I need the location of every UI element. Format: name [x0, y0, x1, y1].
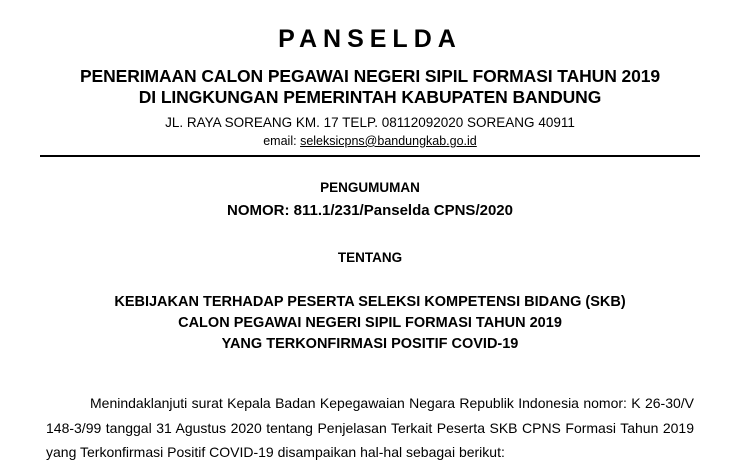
letterhead-address: JL. RAYA SOREANG KM. 17 TELP. 08112092020 SOREANG 40911: [165, 115, 575, 131]
paragraph-1-text: Menindaklanjuti surat Kepala Badan Kepegawaian Negara Republik Indonesia nomor: K 26-30/V 148-3/99 tanggal 31 Agustus 2020 tentang Penjelasan Terkait Peserta SKB CPNS Formasi Tahun 2019 yang Terkonfirmasi Positif COVID-19 disampaikan hal-hal sebagai berikut:: [46, 395, 694, 461]
about-label: TENTANG: [337, 249, 403, 265]
email-address-link[interactable]: seleksicpns@bandungkab.go.id: [300, 133, 477, 148]
subject-line-3: YANG TERKONFIRMASI POSITIF COVID-19: [221, 336, 519, 352]
email-label: email:: [263, 133, 301, 148]
letterhead: [40, 0, 700, 149]
announcement-heading: PENGUMUMAN: [320, 180, 420, 196]
announcement-number: NOMOR: 811.1/231/Panselda CPNS/2020: [227, 201, 513, 219]
header-divider: [40, 155, 700, 157]
organization-name: PANSELDA: [278, 25, 462, 53]
body-paragraph-1: [40, 391, 700, 465]
announcement-header: [40, 178, 700, 223]
subject-line-1: KEBIJAKAN TERHADAP PESERTA SELEKSI KOMPETENSI BIDANG (SKB): [114, 293, 626, 310]
subject-line-2: CALON PEGAWAI NEGERI SIPIL FORMASI TAHUN 2019: [178, 314, 562, 331]
letterhead-email-line: [40, 133, 700, 149]
letterhead-title-line-1: PENERIMAAN CALON PEGAWAI NEGERI SIPIL FORMASI TAHUN 2019: [79, 65, 661, 86]
announcement-subject: [40, 292, 700, 355]
letterhead-title-line-2: DI LINGKUNGAN PEMERINTAH KABUPATEN BANDUNG: [138, 87, 602, 108]
